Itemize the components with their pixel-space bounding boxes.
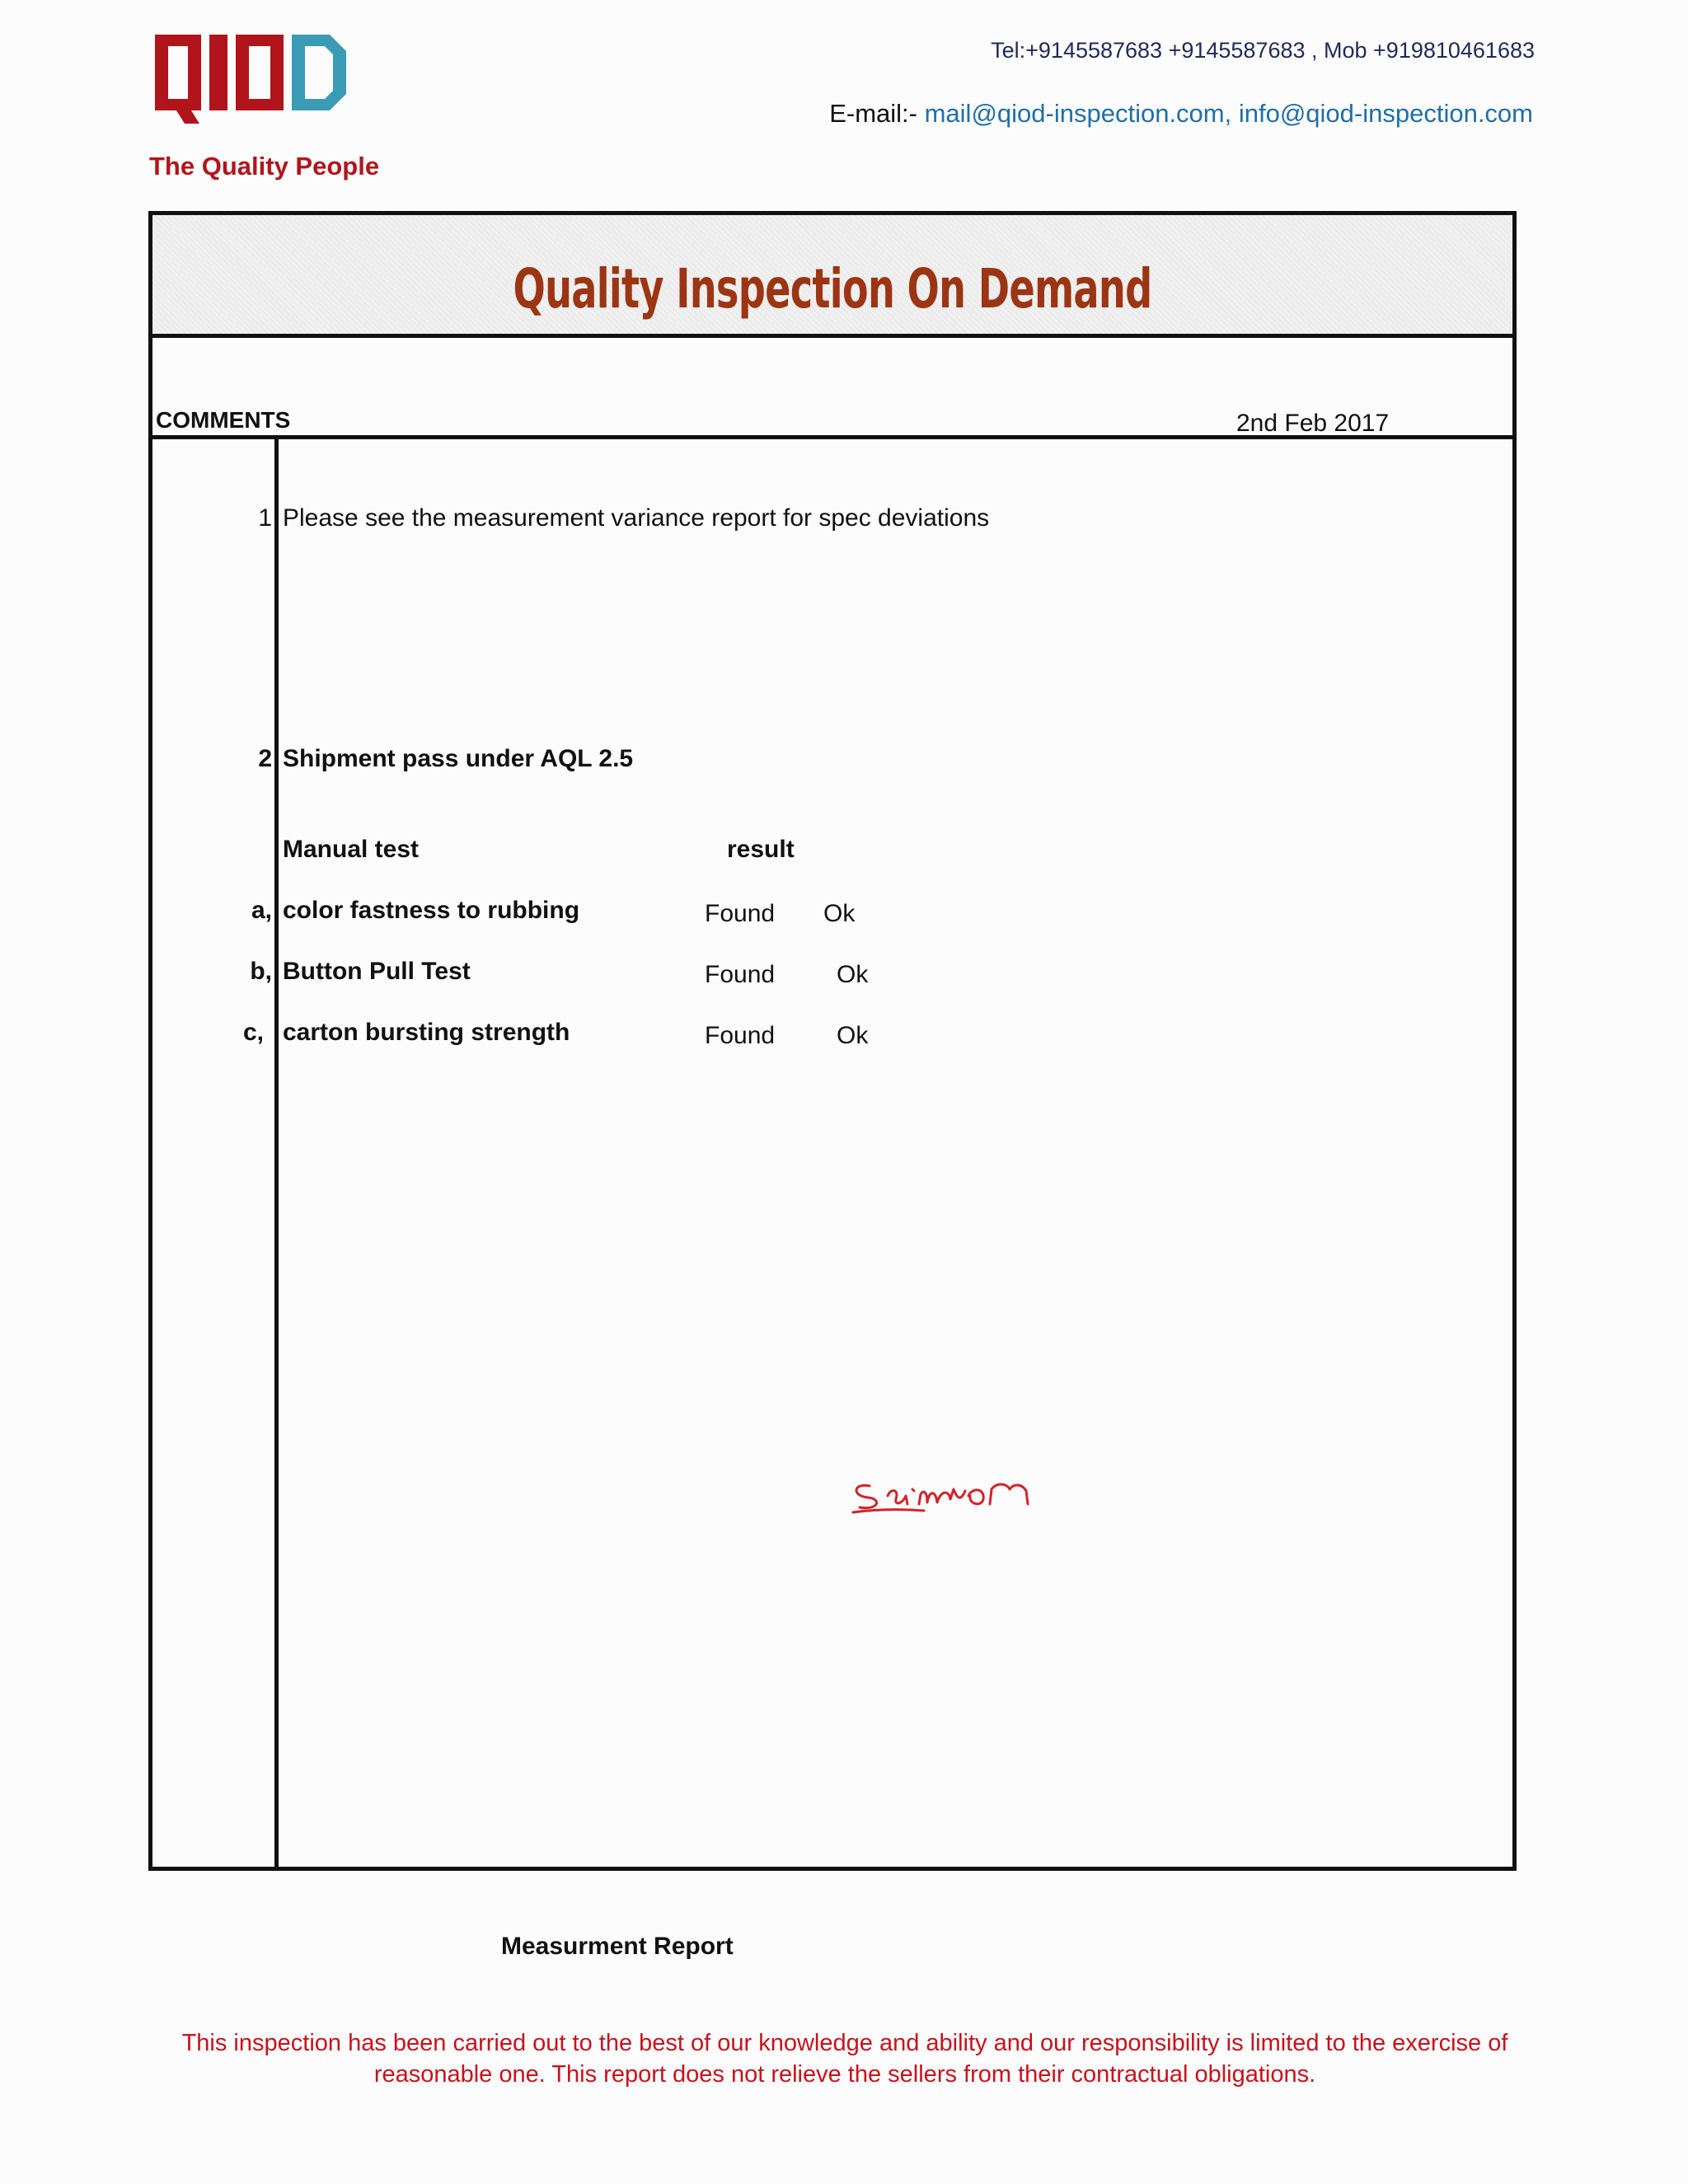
number-column-divider	[274, 437, 279, 1871]
test-found: Found	[705, 900, 776, 927]
test-found: Found	[705, 961, 776, 988]
comment-number: 1	[258, 504, 272, 532]
test-name: color fastness to rubbing	[283, 897, 580, 924]
test-name: carton bursting strength	[283, 1019, 570, 1046]
comments-label: COMMENTS	[156, 407, 291, 433]
test-letter: b,	[250, 958, 272, 985]
disclaimer	[124, 2027, 1566, 2090]
comment-text: Please see the measurement variance report for spec deviations	[283, 504, 990, 532]
test-result: Ok	[837, 961, 869, 988]
manual-test-header: Manual test	[283, 836, 420, 863]
test-name: Button Pull Test	[283, 958, 471, 985]
test-found: Found	[705, 1022, 776, 1049]
test-letter: a,	[251, 897, 272, 924]
banner-title: Quality Inspection On Demand	[513, 257, 1152, 321]
test-result: Ok	[837, 1022, 869, 1049]
tagline: The Quality People	[149, 152, 380, 180]
disclaimer-line: This inspection has been carried out to the best of our knowledge and ability and our responsibility is limited to the exercise of	[181, 2030, 1508, 2056]
email-addresses[interactable]: mail@qiod-inspection.com, info@qiod-inspection.com	[924, 99, 1533, 128]
contact-email	[829, 99, 1533, 129]
inspector-signature	[845, 1471, 1043, 1521]
report-date: 2nd Feb 2017	[1236, 410, 1390, 437]
email-label: E-mail:-	[829, 99, 917, 128]
test-result: Ok	[823, 900, 856, 927]
disclaimer-line: reasonable one. This report does not relieve the sellers from their contractual obligations.	[373, 2061, 1316, 2088]
contact-phone: Tel:+9145587683 +9145587683 , Mob +919810461683	[991, 38, 1535, 63]
qiod-logo	[152, 31, 349, 130]
result-header: result	[727, 836, 795, 863]
measurement-report-title: Measurment Report	[501, 1933, 734, 1960]
comment-text: Shipment pass under AQL 2.5	[283, 745, 634, 772]
banner-divider	[152, 334, 1512, 338]
comment-number: 2	[258, 745, 272, 772]
test-letter: c,	[242, 1019, 264, 1046]
